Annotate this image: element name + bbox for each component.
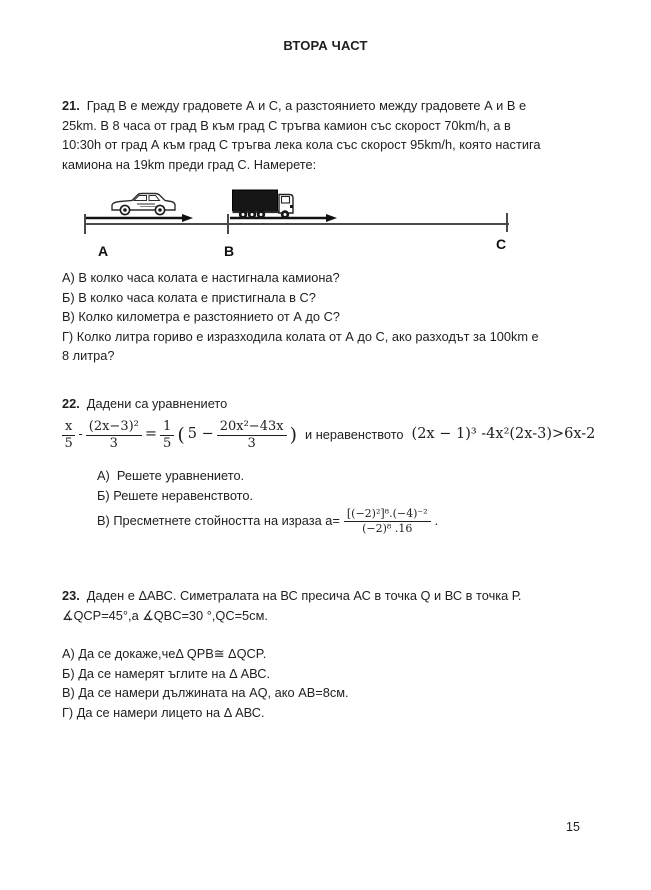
item-line: Г) Да се намери лицето на Δ АВС. bbox=[62, 704, 265, 720]
question-line: 8 литра? bbox=[62, 348, 115, 363]
problem-21-number: 21. bbox=[62, 98, 80, 113]
fraction: $\frac{x}{5}$ bbox=[62, 420, 75, 450]
problem-22-number: 22. bbox=[62, 396, 80, 411]
inequality-expression: (2x − 1)³ -4x²(2x-3)>6x-2 bbox=[411, 426, 596, 443]
close-paren: ) bbox=[289, 423, 297, 446]
problem-22-items bbox=[97, 466, 642, 534]
item-line-v bbox=[97, 508, 642, 534]
operator: - bbox=[78, 427, 83, 443]
item-v-label: В) Пресметнете стойността на израза a= bbox=[97, 513, 340, 529]
fraction: $\frac{\text{(2x−3)²}}{3}$ bbox=[86, 420, 142, 450]
question-line: Г) Колко литра гориво е изразходила колата от А до С, ако разходът за 100km е bbox=[62, 328, 539, 344]
question-line: А) В колко часа колата е настигнала камиона? bbox=[62, 270, 340, 285]
problem-21-questions bbox=[62, 268, 607, 366]
problem-23-line: ∡QCP=45°,а ∡QBC=30 °,QC=5см. bbox=[62, 607, 268, 623]
problem-21-line: 21. Град В е между градовете А и С, а разстоянието между градовете А и В е bbox=[62, 98, 527, 113]
problem-22-header: 22. Дадени са уравнението bbox=[62, 396, 228, 411]
car-icon bbox=[112, 194, 175, 215]
fraction: $\frac{1}{5}$ bbox=[160, 420, 174, 450]
page-title: ВТОРА ЧАСТ bbox=[283, 38, 368, 53]
problem-21-line: 10:30h от град А към град С тръгва лека кола със скорост 95km/h, която настига bbox=[62, 137, 541, 152]
page-number: 15 bbox=[566, 820, 580, 834]
problem-21 bbox=[62, 96, 607, 174]
fraction: $\frac{\text{20x²−43x}}{3}$ bbox=[217, 420, 287, 450]
item-line: А) Решете уравнението. bbox=[97, 468, 245, 483]
label-b: B bbox=[224, 243, 235, 259]
question-line: Б) В колко часа колата е пристигнала в С? bbox=[62, 289, 316, 305]
problem-21-line: 25km. В 8 часа от град В към град С тръгва камион със скорост 70km/h, а в bbox=[62, 117, 511, 133]
problem-22-equation bbox=[62, 414, 607, 456]
item-line: А) Да се докаже,чеΔ QPB≅ ΔQCP. bbox=[62, 646, 267, 661]
question-line: В) Колко километра е разстоянието от А до С? bbox=[62, 309, 340, 324]
problem-23-line: 23. Даден е ΔАВС. Симетралата на ВС пресича АС в точка Q и ВС в точка Р. bbox=[62, 588, 522, 603]
item-line: В) Да се намери дължината на AQ, ако АВ=8см. bbox=[62, 685, 349, 700]
fraction: $\frac{\text{[(−2)²]⁸.(−4)⁻²}}{\text{(−2)⁸ .16}}$ bbox=[344, 508, 431, 534]
equation-inner: 5 − bbox=[187, 426, 214, 443]
problem-23 bbox=[62, 586, 607, 625]
problem-23-number: 23. bbox=[62, 588, 80, 603]
item-v-suffix: . bbox=[434, 513, 439, 529]
problem-23-items bbox=[62, 644, 607, 722]
arrow-from-a bbox=[86, 214, 193, 222]
road-diagram bbox=[62, 188, 542, 266]
problem-21-line: камиона на 19km преди град С. Намерете: bbox=[62, 156, 317, 172]
label-c: C bbox=[496, 236, 507, 252]
equals-sign: = bbox=[144, 426, 158, 443]
item-line: Б) Решете неравенството. bbox=[97, 487, 254, 503]
item-line: Б) Да се намерят ъглите на Δ АВС. bbox=[62, 665, 271, 681]
open-paren: ( bbox=[177, 423, 185, 446]
label-a: A bbox=[98, 243, 109, 259]
problem-22 bbox=[62, 394, 607, 414]
problem-21-diagram bbox=[62, 188, 607, 266]
inequality-text: и неравенството bbox=[305, 427, 404, 443]
truck-icon bbox=[233, 190, 294, 219]
